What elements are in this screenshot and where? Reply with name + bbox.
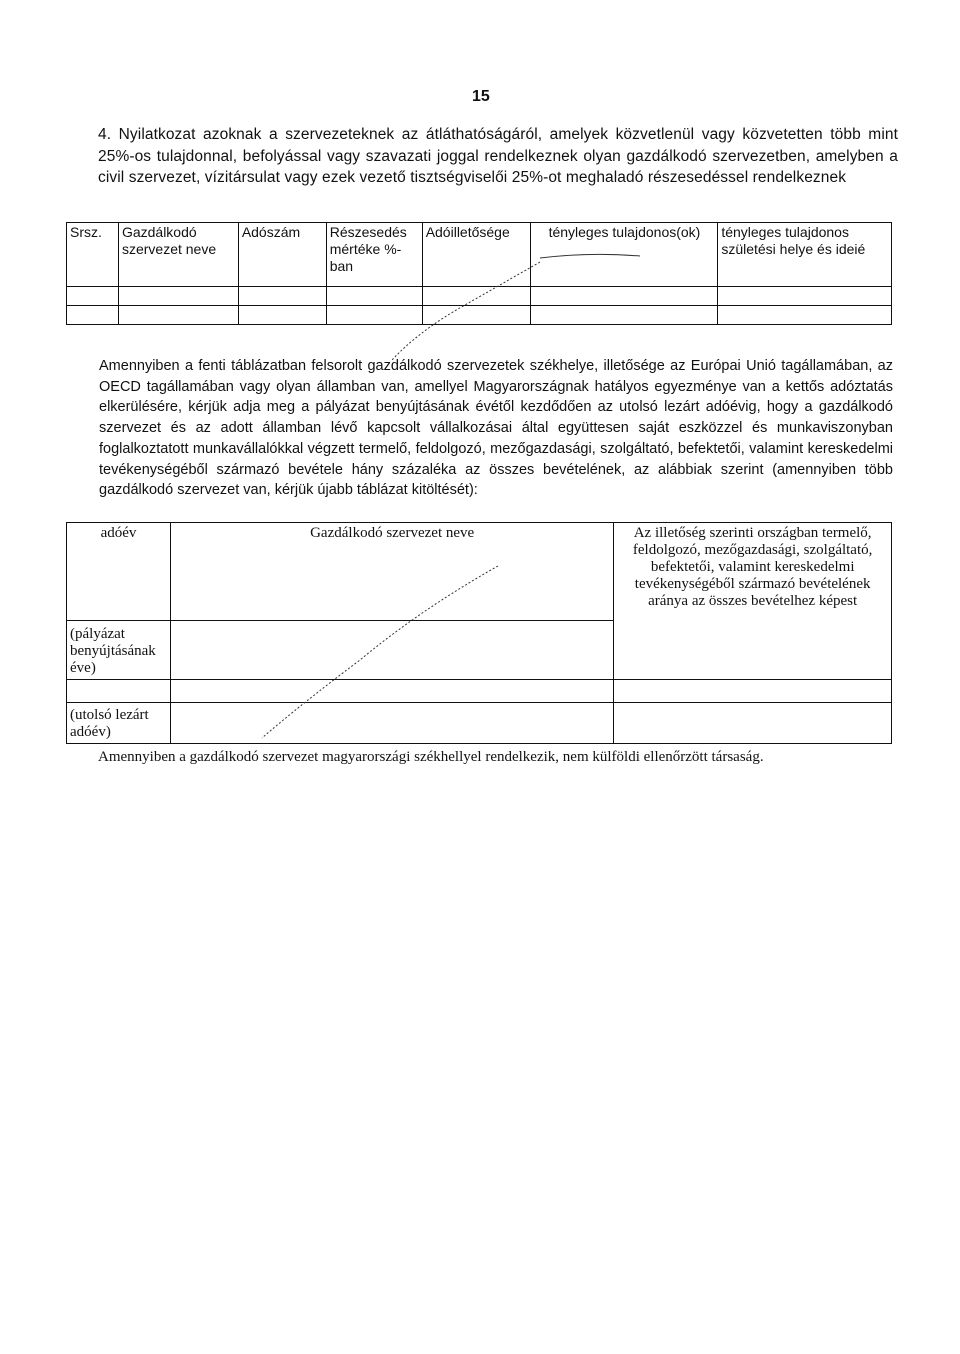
table-row [67, 703, 892, 744]
header-revenue-share: Az illetőség szerinti országban termelő, feldolgozó, mezőgazdasági, szolgáltató, befektetői, valamint kereskedelmi tevékenységéből származó bevételének aránya az összes bevételhez képest [614, 523, 892, 680]
table-cell[interactable] [118, 287, 238, 306]
table-cell[interactable] [170, 703, 613, 744]
table-row [67, 306, 892, 325]
table-cell[interactable] [326, 306, 422, 325]
header-share-percent: Részesedés mértéke %-ban [326, 223, 422, 287]
section-heading: 4. Nyilatkozat azoknak a szervezeteknek az átláthatóságáról, amelyek közvetlenül vagy közvetetten több mint 25%-os tulajdonnal, befolyással vagy szavazati joggal rendelkeznek olyan gazdálkodó szervezetben, amelyben a civil szervezet, vízitársulat vagy ezek vezető tisztségviselői 25%-ot meghaladó részesedéssel rendelkeznek [98, 126, 898, 186]
row-label-last-closed-year: (utolsó lezárt adóév) [67, 703, 171, 744]
revenue-share-header-row [67, 523, 892, 621]
table-cell[interactable] [422, 306, 530, 325]
instruction-paragraph: Amennyiben a fenti táblázatban felsorolt gazdálkodó szervezetek székhelye, illetősége az Európai Unió tagállamában, az OECD tagállamában vagy olyan államban van, amellyel Magyarországnak hatályos egyezménye van a kettős adóztatás elkerülésére, kérjük adja meg a pályázat benyújtásának évétől kezdődően az utolsó lezárt adóévig, hogy a gazdálkodó szervezet és az adott államban lévő kapcsolt vállalkozásai által együttesen saját eszközzel és munkaviszonyban foglalkoztatott munkavállalókkal végzett termelő, feldolgozó, mezőgazdasági, szolgáltató, befektetői, valamint kereskedelmi tevékenységéből származó bevétele hány százaléka az összes bevételének, az alábbiak szerint (amennyiben több gazdálkodó szervezet van, kérjük újabb táblázat kitöltését): [99, 358, 893, 499]
table-cell[interactable] [67, 287, 119, 306]
ownership-table-header-row [67, 223, 892, 287]
table-cell[interactable] [238, 306, 326, 325]
footer-note: Amennyiben a gazdálkodó szervezet magyarországi székhellyel rendelkezik, nem külföldi ellenőrzött társaság. [98, 749, 764, 765]
header-tax-year: adóév [67, 523, 171, 621]
header-organization-name: Gazdálkodó szervezet neve [118, 223, 238, 287]
header-tax-number: Adószám [238, 223, 326, 287]
table-cell[interactable] [422, 287, 530, 306]
table-cell[interactable] [67, 306, 119, 325]
header-beneficial-owners: tényleges tulajdonos(ok) [530, 223, 718, 287]
table-cell[interactable] [238, 287, 326, 306]
table-cell [67, 680, 171, 703]
header-owner-birth-place-date: tényleges tulajdonos születési helye és ideié [718, 223, 892, 287]
table-cell[interactable] [530, 306, 718, 325]
header-tax-residence: Adóilletősége [422, 223, 530, 287]
ownership-table [66, 222, 892, 325]
page-number: 15 [472, 88, 490, 105]
table-cell[interactable] [718, 306, 892, 325]
table-row [67, 287, 892, 306]
table-row [67, 680, 892, 703]
table-cell[interactable] [326, 287, 422, 306]
header-organization-name: Gazdálkodó szervezet neve [170, 523, 613, 621]
row-label-application-year: (pályázat benyújtásának éve) [67, 621, 171, 680]
table-cell[interactable] [530, 287, 718, 306]
table-cell[interactable] [170, 680, 613, 703]
revenue-share-table [66, 522, 892, 744]
table-cell[interactable] [170, 621, 613, 680]
header-srsz: Srsz. [67, 223, 119, 287]
table-cell[interactable] [614, 680, 892, 703]
table-cell[interactable] [718, 287, 892, 306]
table-cell[interactable] [118, 306, 238, 325]
table-cell[interactable] [614, 703, 892, 744]
